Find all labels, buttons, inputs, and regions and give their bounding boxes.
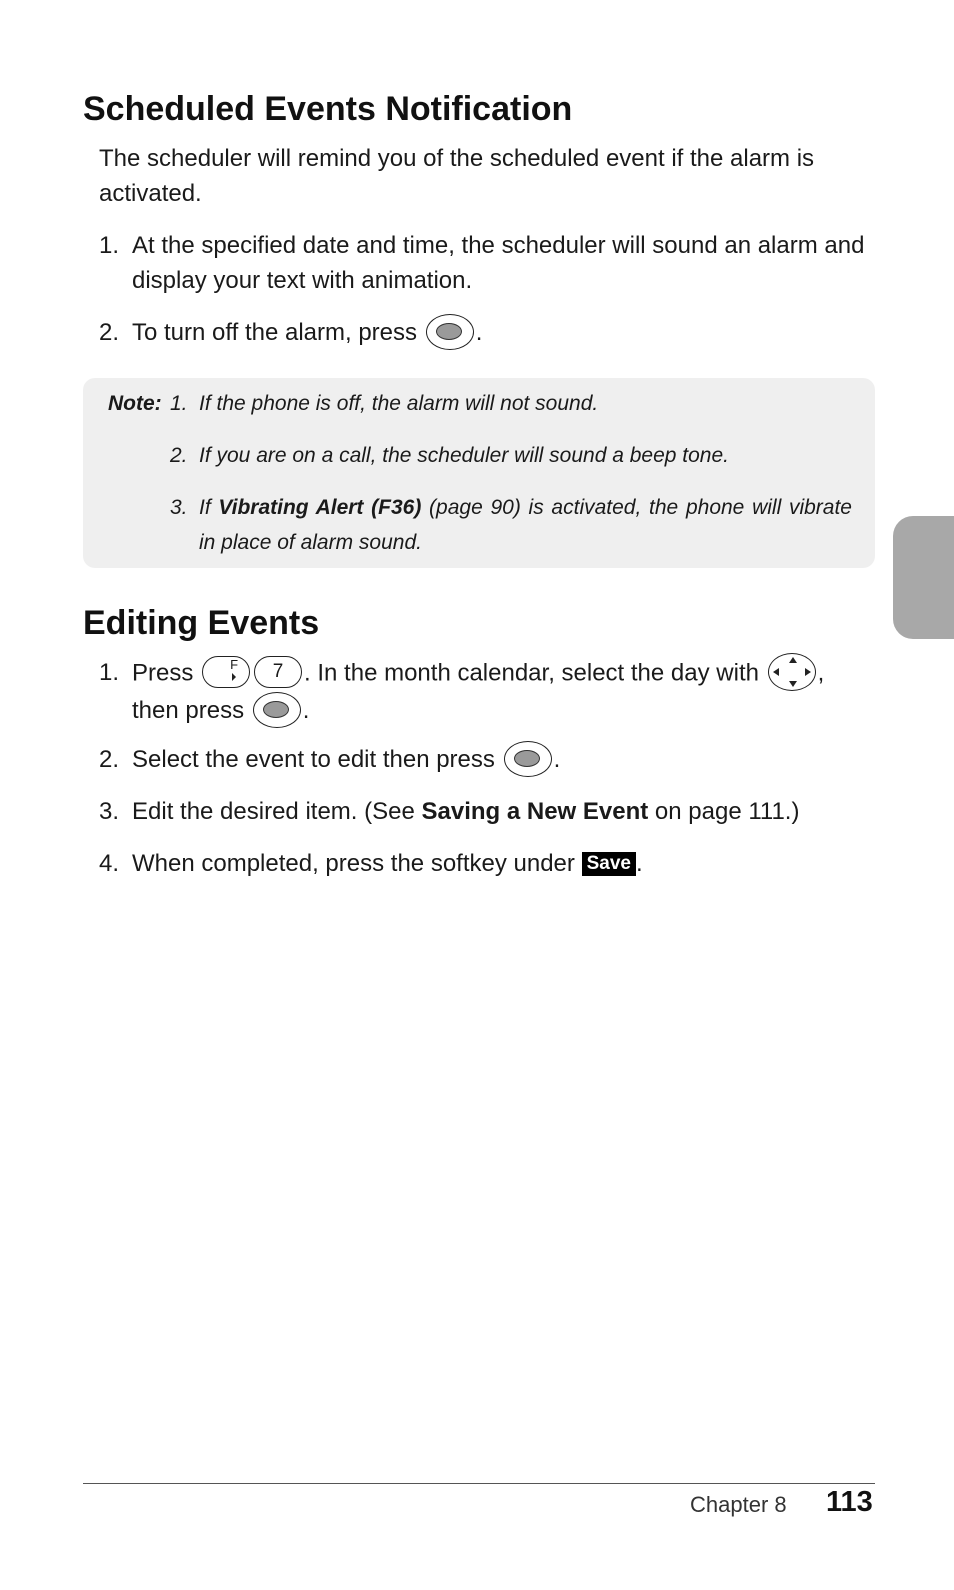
section-title-scheduled-events-notification: Scheduled Events Notification — [83, 90, 573, 128]
step-number: 3. — [99, 798, 120, 825]
ok-button-icon — [504, 741, 552, 777]
note-item-1 — [170, 386, 852, 421]
step-text-then: then press — [132, 697, 245, 724]
step-comma: , — [817, 659, 825, 687]
saving-new-event-reference: Saving a New Event — [421, 798, 649, 825]
step-end: . — [302, 697, 310, 724]
note-item-2 — [170, 438, 852, 473]
step-text: At the specified date and time, the scheduler will sound an alarm and display your text with animation. — [132, 232, 865, 294]
section-title-editing-events: Editing Events — [83, 604, 320, 642]
editing-step-1 — [99, 655, 874, 730]
step-text: To turn off the alarm, press — [132, 319, 418, 346]
note-number: 3. — [170, 496, 188, 519]
f-key-icon: F — [202, 656, 250, 688]
step-text: Select the event to edit then press — [132, 746, 495, 773]
footer-divider — [83, 1483, 875, 1484]
note-text-post: (page 90) is activated, the phone will vibrate in place of alarm sound. — [199, 496, 852, 554]
note-number: 1. — [170, 392, 188, 415]
step-number: 1. — [99, 659, 120, 686]
note-text: If you are on a call, the scheduler will sound a beep tone. — [199, 444, 730, 467]
step-end: . — [553, 746, 561, 773]
step-text-pre: Edit the desired item. (See — [132, 798, 415, 825]
notification-step-1 — [99, 228, 874, 298]
notification-step-2 — [99, 315, 874, 352]
note-label: Note: — [108, 392, 162, 415]
editing-step-2 — [99, 742, 874, 779]
chapter-tab — [893, 516, 954, 639]
intro-paragraph: The scheduler will remind you of the scheduled event if the alarm is activated. — [99, 145, 815, 207]
step-number: 2. — [99, 319, 120, 346]
step-end: . — [635, 850, 643, 877]
step-text-mid: . In the month calendar, select the day with — [304, 659, 759, 687]
ok-button-icon — [253, 692, 301, 728]
step-number: 2. — [99, 746, 120, 773]
step-end: . — [475, 319, 483, 346]
navigation-key-icon — [768, 653, 816, 691]
step-number: 1. — [99, 232, 120, 259]
step-text-post: on page 111.) — [654, 798, 800, 825]
note-number: 2. — [170, 444, 188, 467]
note-text: If the phone is off, the alarm will not sound. — [199, 392, 599, 415]
step-number: 4. — [99, 850, 120, 877]
seven-key-icon: 7 — [254, 656, 302, 688]
editing-step-4 — [99, 846, 874, 881]
editing-step-3 — [99, 794, 874, 829]
ok-button-icon — [426, 314, 474, 350]
vibrating-alert-reference: Vibrating Alert (F36) — [218, 496, 422, 519]
note-text-pre: If — [199, 496, 211, 519]
note-item-3 — [170, 490, 852, 560]
save-softkey-label: Save — [582, 852, 636, 876]
page-number: 113 — [826, 1486, 873, 1518]
step-text-pre: Press — [132, 659, 194, 687]
step-text: When completed, press the softkey under — [132, 850, 575, 877]
footer-chapter: Chapter 8 — [690, 1492, 787, 1517]
